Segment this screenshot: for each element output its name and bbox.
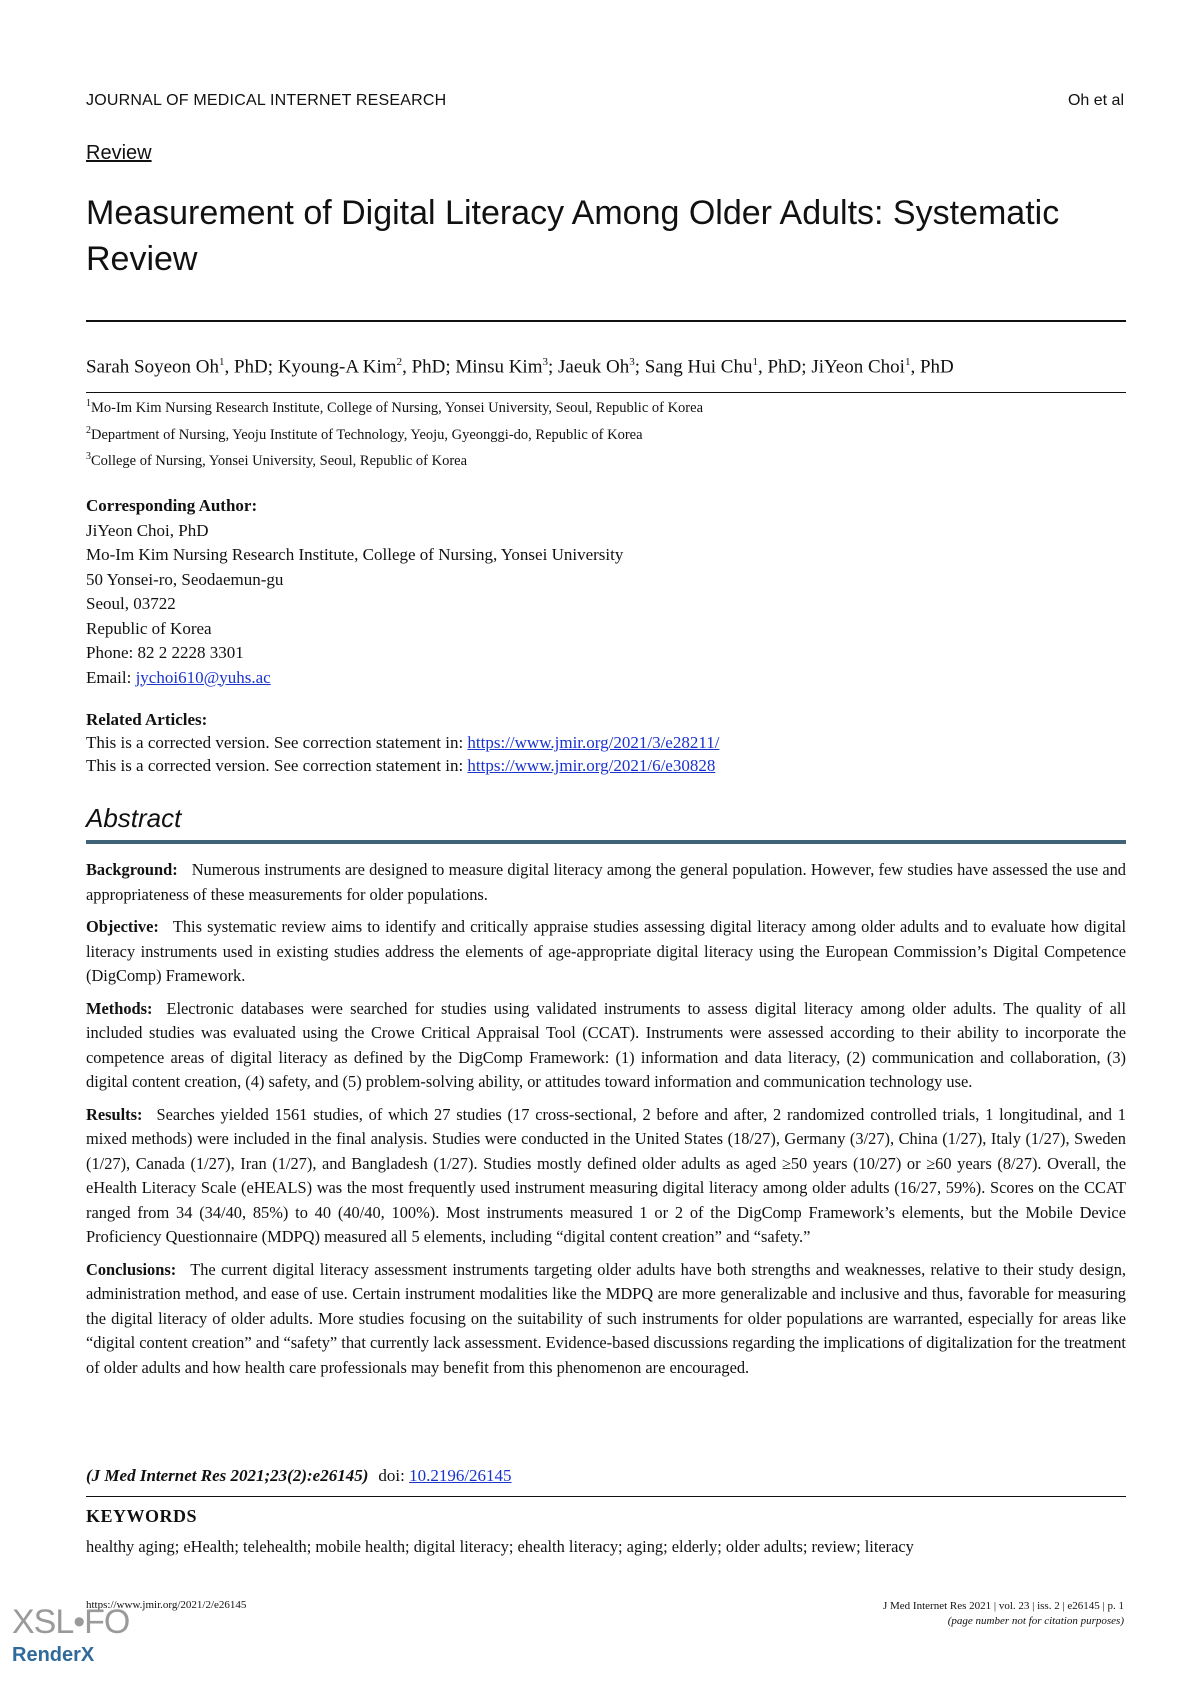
author-degree: ; (634, 356, 645, 378)
author-list (86, 356, 1126, 378)
footer-note: (page number not for citation purposes) (947, 1615, 1124, 1627)
running-author: Oh et al (1067, 92, 1124, 109)
logo-top-text: XSL•FO (12, 1603, 130, 1641)
section-label: Results: (86, 1104, 143, 1124)
affiliation-number: 2 (86, 425, 91, 436)
corresponding-name: JiYeon Choi, PhD (86, 520, 209, 540)
author-name: Jaeuk Oh (558, 356, 630, 378)
section-text: Searches yielded 1561 studies, of which 27 studies (17 cross-sectional, 2 before and after, 2 randomized controlled trials, 1 longitudinal, and 1 mixed methods) were included in the final analysis. Studies were conducted in the United States (18/27), Germany (3/27), China (1/27), Italy (1/27), Sweden (1/27), Canada (1/27), Iran (1/27), and Bangladesh (1/27). Studies mostly defined older adults as aged ≥50 years (10/27) or ≥60 years (8/27). Overall, the eHealth Literacy Scale (eHEALS) was the most frequently used instrument measuring digital literacy among older adults (16/27, 59%). Scores on the CCAT ranged from 34 (34/40, 85%) to 40 (40/40, 100%). Most instruments measured 1 or 2 of the DigComp Framework’s elements, but the Mobile Device Proficiency Questionnaire (MDPQ) measured all 5 elements, including “digital content creation” and “safety.” (86, 1104, 1126, 1246)
affiliation (86, 398, 703, 417)
email-label: Email: (86, 667, 136, 687)
corresponding-institution: Mo-Im Kim Nursing Research Institute, College of Nursing, Yonsei University (86, 545, 624, 564)
author-name: Sang Hui Chu (644, 356, 753, 378)
author-aff: 2 (396, 356, 403, 368)
footer-url[interactable]: https://www.jmir.org/2021/2/e26145 (86, 1599, 247, 1611)
abstract-heading: Abstract (86, 803, 182, 833)
author-name: Kyoung-A Kim (277, 356, 397, 378)
keywords-heading: KEYWORDS (86, 1506, 198, 1526)
section-text: Electronic databases were searched for studies using validated instruments to assess digital literacy among older adults. The quality of all included studies was evaluated using the Crowe Critical Appraisal Tool (CCAT). Instruments were assessed according to their ability to incorporate the competence areas of digital literacy as defined by the DigComp Framework: (1) information and data literacy, (2) communication and collaboration, (3) digital content creation, (4) safety, and (5) problem-solving ability, or attitudes toward information and communication technology use. (86, 998, 1126, 1091)
affiliation (86, 451, 467, 470)
corresponding-email-line (86, 666, 623, 691)
related-link[interactable]: https://www.jmir.org/2021/3/e28211/ (467, 733, 720, 752)
related-link[interactable]: https://www.jmir.org/2021/6/e30828 (467, 756, 716, 775)
citation-line (86, 1466, 512, 1486)
affiliation-number: 1 (86, 398, 91, 409)
renderx-logo (12, 1603, 130, 1693)
footer-citation: J Med Internet Res 2021 | vol. 23 | iss. 2 | e26145 | p. 1 (882, 1600, 1124, 1612)
corresponding-street: 50 Yonsei-ro, Seodaemun-gu (86, 569, 284, 589)
logo-bottom-text: RenderX (12, 1644, 95, 1666)
abstract-section (86, 1258, 1126, 1381)
author-aff: 1 (904, 356, 911, 368)
abstract-section (86, 997, 1126, 1095)
email-link[interactable]: jychoi610@yuhs.ac (135, 667, 271, 687)
author-aff: 3 (542, 356, 548, 368)
section-text: This systematic review aims to identify and critically appraise studies assessing digital literacy among older adults and to evaluate how digital literacy instruments used in existing studies address the elements of age-appropriate digital literacy using the European Commission’s Digital Competence (DigComp) Framework. (86, 917, 1126, 985)
affiliation-text: Mo-Im Kim Nursing Research Institute, College of Nursing, Yonsei University, Seoul, Republic of Korea (91, 399, 704, 416)
abstract-section (86, 858, 1126, 907)
abstract-body (86, 858, 1126, 1388)
authors-divider (86, 392, 1126, 393)
author-name: Minsu Kim (455, 356, 543, 378)
doi-link[interactable]: 10.2196/26145 (409, 1466, 512, 1485)
journal-name: JOURNAL OF MEDICAL INTERNET RESEARCH (86, 92, 447, 109)
corresponding-heading: Corresponding Author: (86, 496, 258, 515)
related-articles (86, 708, 719, 777)
section-label: Background: (86, 860, 178, 879)
affiliation-number: 3 (86, 451, 91, 462)
related-heading: Related Articles: (86, 710, 208, 729)
article-type-link[interactable]: Review (86, 142, 152, 164)
author-degree: , PhD (910, 356, 954, 378)
article-title: Measurement of Digital Literacy Among Older Adults: Systematic Review (86, 194, 1060, 278)
related-text: This is a corrected version. See correction statement in: (86, 733, 468, 752)
keywords-divider (86, 1496, 1126, 1497)
affiliation (86, 425, 643, 444)
citation-text: (J Med Internet Res 2021;23(2):e26145) (86, 1466, 369, 1485)
section-label: Objective: (86, 917, 159, 936)
keywords-list: healthy aging; eHealth; telehealth; mobile health; digital literacy; ehealth literacy; aging; elderly; older adults; review; literacy (86, 1537, 914, 1556)
section-label: Methods: (86, 998, 153, 1018)
section-text: Numerous instruments are designed to measure digital literacy among the general population. However, few studies have assessed the use and appropriateness of these measurements for older populations. (86, 860, 1126, 904)
section-text: The current digital literacy assessment instruments targeting older adults have both strengths and weaknesses, relative to their study design, administration method, and ease of use. Certain instrument modalities like the MDPQ are more generalizable and inclusive and thus, favorable for measuring the digital literacy of older adults. More studies focusing on the suitability of such instruments for older populations are warranted, especially for areas like “digital content creation” and “safety” that currently lack assessment. Evidence-based discussions regarding the implications of digitalization for the treatment of older adults and how health care professionals may benefit from this phenomenon are encouraged. (86, 1259, 1126, 1377)
author-aff: 1 (218, 356, 225, 368)
doi-label: doi: (378, 1466, 410, 1485)
abstract-divider (86, 840, 1126, 844)
related-item (86, 731, 719, 754)
abstract-section (86, 1103, 1126, 1250)
author-degree: , PhD; (402, 356, 456, 378)
author-name: JiYeon Choi (811, 356, 905, 378)
author-aff: 3 (629, 356, 635, 368)
corresponding-phone: Phone: 82 2 2228 3301 (86, 643, 244, 662)
related-text: This is a corrected version. See correction statement in: (86, 756, 468, 775)
corresponding-author (86, 494, 623, 690)
author-degree: , PhD; (224, 356, 278, 378)
author-degree: ; (548, 356, 559, 378)
section-label: Conclusions: (86, 1259, 177, 1279)
corresponding-city: Seoul, 03722 (86, 594, 176, 613)
footer-citation-block (883, 1599, 1124, 1629)
affiliation-text: College of Nursing, Yonsei University, Seoul, Republic of Korea (91, 452, 468, 469)
author-degree: , PhD; (757, 356, 812, 378)
title-divider (86, 320, 1126, 322)
author-aff: 1 (752, 356, 758, 368)
abstract-section (86, 915, 1126, 989)
related-item (86, 754, 719, 777)
author-name: Sarah Soyeon Oh (86, 356, 219, 378)
affiliation-text: Department of Nursing, Yeoju Institute of Technology, Yeoju, Gyeonggi-do, Republic of Korea (91, 426, 643, 443)
corresponding-country: Republic of Korea (86, 618, 212, 638)
